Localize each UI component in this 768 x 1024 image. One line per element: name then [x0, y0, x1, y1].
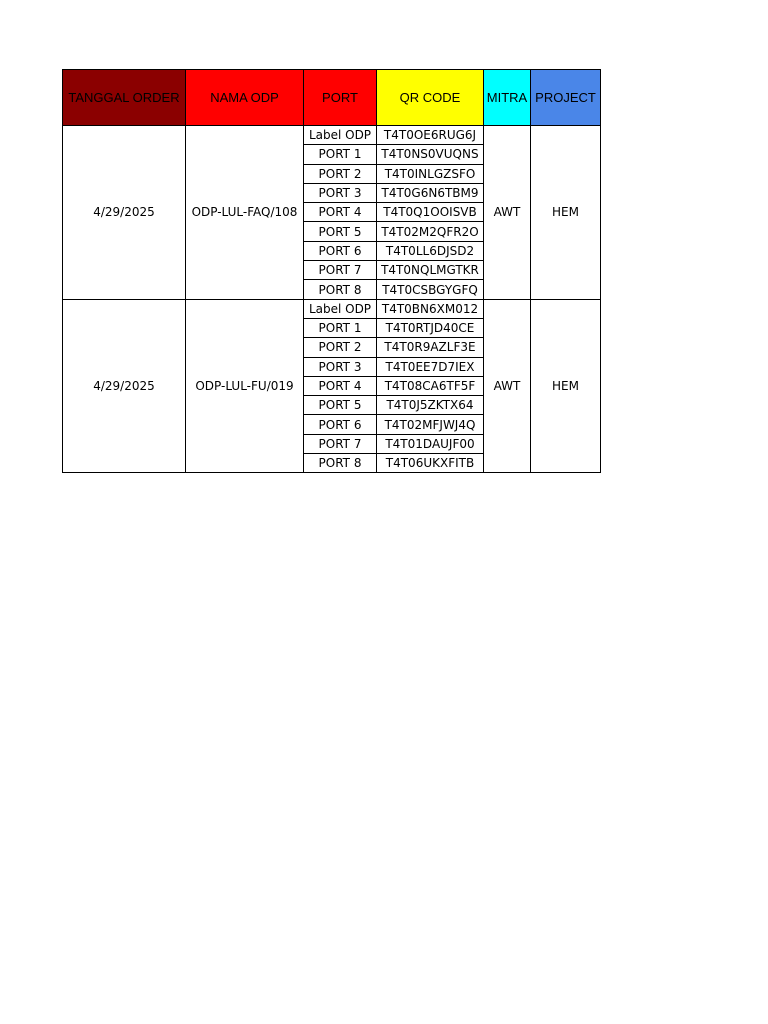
cell-qr-code[interactable]: T4T0NQLMGTKR — [377, 261, 484, 280]
table-body — [63, 126, 601, 473]
cell-port[interactable]: PORT 8 — [304, 454, 377, 473]
cell-qr-code[interactable]: T4T0RTJD40CE — [377, 318, 484, 337]
header-port[interactable]: PORT — [304, 70, 377, 126]
cell-tanggal-order[interactable]: 4/29/2025 — [63, 126, 186, 300]
cell-qr-code[interactable]: T4T0Q1OOISVB — [377, 203, 484, 222]
header-tanggal-order[interactable]: TANGGAL ORDER — [63, 70, 186, 126]
cell-tanggal-order[interactable]: 4/29/2025 — [63, 299, 186, 473]
cell-project[interactable]: HEM — [531, 299, 601, 473]
cell-qr-code[interactable]: T4T0J5ZKTX64 — [377, 396, 484, 415]
cell-qr-code[interactable]: T4T0LL6DJSD2 — [377, 241, 484, 260]
cell-port[interactable]: PORT 3 — [304, 357, 377, 376]
header-project[interactable]: PROJECT — [531, 70, 601, 126]
header-row — [63, 70, 601, 126]
cell-qr-code[interactable]: T4T0OE6RUG6J — [377, 126, 484, 145]
cell-port[interactable]: Label ODP — [304, 299, 377, 318]
cell-nama-odp[interactable]: ODP-LUL-FU/019 — [186, 299, 304, 473]
cell-port[interactable]: PORT 7 — [304, 261, 377, 280]
cell-qr-code[interactable]: T4T08CA6TF5F — [377, 376, 484, 395]
header-mitra[interactable]: MITRA — [484, 70, 531, 126]
cell-port[interactable]: PORT 2 — [304, 164, 377, 183]
cell-port[interactable]: PORT 7 — [304, 434, 377, 453]
cell-qr-code[interactable]: T4T0NS0VUQNS — [377, 145, 484, 164]
cell-qr-code[interactable]: T4T06UKXFITB — [377, 454, 484, 473]
odp-qr-table — [62, 69, 601, 473]
cell-port[interactable]: PORT 2 — [304, 338, 377, 357]
table-row — [63, 299, 601, 318]
header-nama-odp[interactable]: NAMA ODP — [186, 70, 304, 126]
cell-port[interactable]: Label ODP — [304, 126, 377, 145]
cell-port[interactable]: PORT 5 — [304, 396, 377, 415]
cell-qr-code[interactable]: T4T0G6N6TBM9 — [377, 183, 484, 202]
cell-qr-code[interactable]: T4T02M2QFR2O — [377, 222, 484, 241]
cell-port[interactable]: PORT 1 — [304, 145, 377, 164]
cell-project[interactable]: HEM — [531, 126, 601, 300]
cell-nama-odp[interactable]: ODP-LUL-FAQ/108 — [186, 126, 304, 300]
cell-qr-code[interactable]: T4T0EE7D7IEX — [377, 357, 484, 376]
cell-mitra[interactable]: AWT — [484, 299, 531, 473]
cell-mitra[interactable]: AWT — [484, 126, 531, 300]
cell-port[interactable]: PORT 1 — [304, 318, 377, 337]
cell-port[interactable]: PORT 6 — [304, 415, 377, 434]
cell-port[interactable]: PORT 8 — [304, 280, 377, 299]
cell-port[interactable]: PORT 5 — [304, 222, 377, 241]
cell-qr-code[interactable]: T4T0R9AZLF3E — [377, 338, 484, 357]
cell-qr-code[interactable]: T4T01DAUJF00 — [377, 434, 484, 453]
cell-port[interactable]: PORT 6 — [304, 241, 377, 260]
cell-port[interactable]: PORT 4 — [304, 376, 377, 395]
cell-qr-code[interactable]: T4T0CSBGYGFQ — [377, 280, 484, 299]
header-qr-code[interactable]: QR CODE — [377, 70, 484, 126]
cell-port[interactable]: PORT 3 — [304, 183, 377, 202]
table-row — [63, 126, 601, 145]
cell-qr-code[interactable]: T4T0INLGZSFO — [377, 164, 484, 183]
cell-qr-code[interactable]: T4T0BN6XM012 — [377, 299, 484, 318]
spreadsheet-sheet — [62, 69, 601, 473]
cell-port[interactable]: PORT 4 — [304, 203, 377, 222]
cell-qr-code[interactable]: T4T02MFJWJ4Q — [377, 415, 484, 434]
